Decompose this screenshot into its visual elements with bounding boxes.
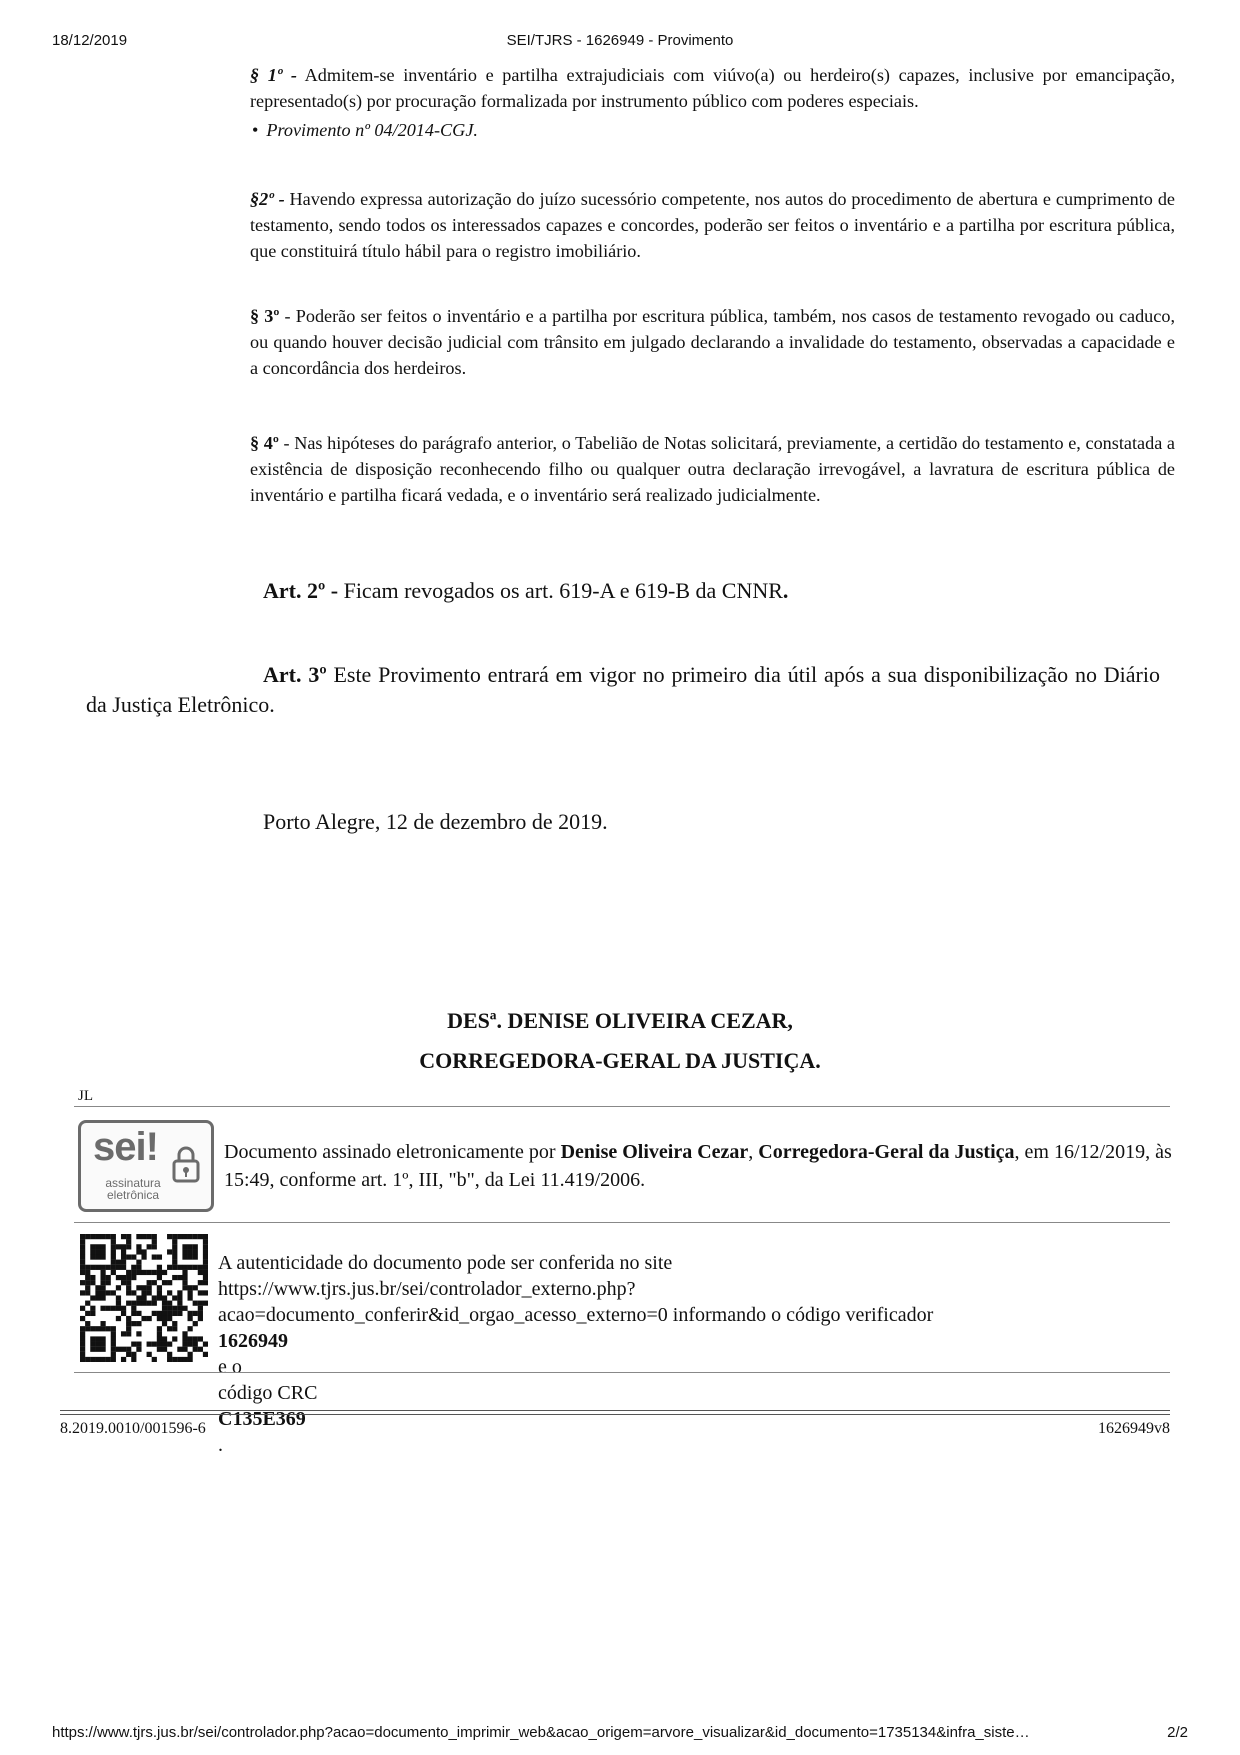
authenticity-line-3-suffix: e o [218,1356,242,1378]
verifier-code: 1626949 [218,1330,288,1352]
paragraph-3-label: § 3º [250,306,280,326]
e-signature-role: Corregedora-Geral da Justiça [758,1141,1015,1163]
seal-line-1: assinatura [105,1176,161,1190]
paragraph-1-text: Admitem-se inventário e partilha extrajudiciais com viúvo(a) ou herdeiro(s) capazes, inclusive por emancipação, representado(s) por procuração formalizada por instrumento público com poderes especiais. [250,65,1175,111]
sei-logo: sei! [93,1125,158,1169]
article-2-end: . [782,578,789,603]
paragraph-3 [250,303,1175,381]
paragraph-1-label: § 1º - [250,65,297,85]
article-3-text: Este Provimento entrará em vigor no primeiro dia útil após a sua disponibilização no Diário da Justiça Eletrônico. [86,662,1160,717]
e-signature-name: Denise Oliveira Cezar [560,1141,749,1163]
bullet-dot: • [252,120,259,140]
print-url: https://www.tjrs.jus.br/sei/controlador.php?acao=documento_imprimir_web&acao_origem=arvore_visualizar&id_documento=1735134&infra_siste… [52,1724,1030,1741]
author-initials: JL [78,1088,93,1104]
e-signature-suffix: , em 16/12/2019, às 15:49, conforme art. 1º, III, "b", da Lei 11.419/2006. [224,1141,1172,1191]
e-signature-prefix: Documento assinado eletronicamente por [224,1141,561,1163]
authenticity-line-2: https://www.tjrs.jus.br/sei/controlador_externo.php? [218,1278,636,1300]
divider-middle [74,1222,1170,1223]
place-date: Porto Alegre, 12 de dezembro de 2019. [263,809,608,834]
print-date: 18/12/2019 [52,32,128,49]
sei-seal [78,1120,214,1212]
e-signature-sep: , [748,1141,759,1163]
authenticity-line-3 [218,1302,1178,1380]
print-header [52,32,1188,52]
authenticity-line-4-prefix: código CRC [218,1382,318,1404]
qr-code-icon [80,1234,208,1362]
authenticity-text [218,1250,1178,1458]
print-footer [52,1724,1188,1744]
authenticity-line-1: A autenticidade do documento pode ser conferida no site [218,1252,673,1274]
authenticity-line-4-suffix: . [218,1434,223,1456]
page-number: 2/2 [1167,1724,1188,1741]
footer-rule-1 [60,1410,1170,1411]
seal-line-2: eletrônica [106,1188,160,1202]
print-title: SEI/TJRS - 1626949 - Provimento [506,32,734,49]
e-signature-text [224,1138,1184,1194]
lock-icon [171,1145,201,1183]
divider-bottom [74,1372,1170,1373]
article-3 [86,660,1160,720]
paragraph-2 [250,186,1175,264]
signatory-role: CORREGEDORA-GERAL DA JUSTIÇA. [419,1048,821,1073]
document-version: 1626949v8 [1098,1420,1170,1437]
authenticity-line-3-prefix: acao=documento_conferir&id_orgao_acesso_externo=0 informando o código verificador [218,1304,934,1326]
paragraph-1 [250,62,1175,114]
signatory-name: DESª. DENISE OLIVEIRA CEZAR, [447,1008,793,1033]
process-number: 8.2019.0010/001596-6 [60,1420,206,1437]
authenticity-line-4 [218,1380,1178,1458]
footer-rule-2 [60,1414,1170,1415]
paragraph-4-label: § 4º [250,433,279,453]
crc-code: C135E369 [218,1408,306,1430]
paragraph-4 [250,430,1175,508]
divider-top [74,1106,1170,1107]
reference-text: Provimento nº 04/2014-CGJ. [266,120,478,140]
paragraph-2-label: §2º - [250,189,285,209]
article-2-text: Ficam revogados os art. 619-A e 619-B da CNNR [338,578,783,603]
paragraph-2-text: Havendo expressa autorização do juízo sucessório competente, nos autos do procedimento de abertura e cumprimento de testamento, sendo todos os interessados capazes e concordes, poderão ser feitos o inventário e a partilha por escritura pública, que constituirá título hábil para o registro imobiliário. [250,189,1175,261]
article-2-label: Art. 2º - [263,578,339,603]
paragraph-3-text: - Poderão ser feitos o inventário e a partilha por escritura pública, também, nos casos de testamento revogado ou caduco, ou quando houver decisão judicial com trânsito em julgado declarando a invalidade do testamento, observadas a capacidade e a concordância dos herdeiros. [250,306,1175,378]
article-3-label: Art. 3º [263,662,327,687]
article-2 [263,578,788,604]
paragraph-4-text: - Nas hipóteses do parágrafo anterior, o Tabelião de Notas solicitará, previamente, a certidão do testamento e, constatada a existência de disposição reconhecendo filho ou qualquer outra declaração irrevogável, a lavratura de escritura pública de inventário e partilha ficará vedada, e o inventário será realizado judicialmente. [250,433,1175,505]
reference-bullet [252,120,478,141]
